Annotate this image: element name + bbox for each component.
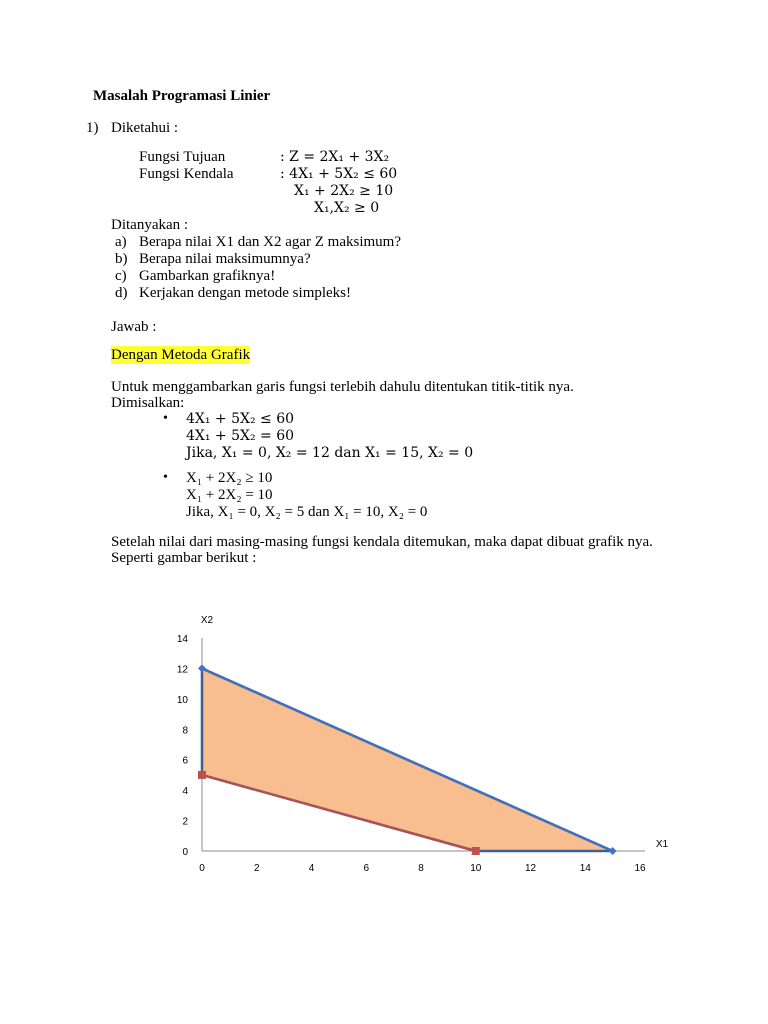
data-point-series-1	[609, 847, 617, 855]
x-tick-label: 12	[524, 863, 537, 874]
y-tick-label: 0	[182, 847, 188, 858]
y-tick-label: 4	[182, 786, 188, 798]
objective-equation: : Z = 2X₁ + 3X₂	[280, 149, 390, 165]
y-tick-label: 10	[176, 694, 188, 706]
data-point-series-2	[472, 847, 480, 855]
y-axis-label: X2	[200, 615, 214, 626]
answer-label: Jawab :	[111, 319, 157, 335]
asked-marker-b: b)	[115, 251, 128, 267]
after-line-1: Setelah nilai dari masing-masing fungsi kendala ditemukan, maka dapat dibuat grafik nya.	[111, 534, 653, 550]
asked-marker-d: d)	[115, 285, 128, 301]
feasible-region-chart	[0, 600, 768, 900]
intro-line-1: Untuk menggambarkan garis fungsi terlebih dahulu ditentukan titik-titik nya.	[111, 379, 574, 395]
asked-item-c: Gambarkan grafiknya!	[139, 268, 276, 284]
bullet1-line-2: 4X₁ + 5X₂ = 60	[186, 428, 295, 444]
bullet2-line-2: X₁ + 2X₂ = 10	[186, 487, 273, 503]
y-tick-label: 2	[182, 816, 188, 828]
after-line-2: Seperti gambar berikut :	[111, 550, 257, 566]
x-tick-label: 16	[634, 863, 646, 874]
page-title: Masalah Programasi Linier	[93, 88, 271, 104]
bullet2-line-1: X₁ + 2X₂ ≥ 10	[186, 470, 273, 486]
x-tick-label: 6	[363, 863, 370, 874]
constraint-2: X₁ + 2X₂ ≥ 10	[294, 183, 394, 199]
objective-label: Fungsi Tujuan	[139, 149, 226, 165]
bullet-icon: •	[163, 411, 168, 426]
x-tick-label: 14	[579, 863, 591, 874]
method-heading: Dengan Metoda Grafik	[111, 347, 251, 363]
given-label: Diketahui :	[111, 120, 179, 136]
y-tick-label: 6	[182, 755, 188, 767]
x-tick-label: 4	[308, 863, 315, 874]
asked-item-d: Kerjakan dengan metode simpleks!	[139, 285, 352, 301]
y-tick-label: 8	[182, 725, 188, 737]
intro-line-2: Dimisalkan:	[111, 395, 185, 411]
x-tick-label: 8	[418, 863, 424, 874]
bullet-icon: •	[163, 470, 168, 485]
constraint-3: X₁,X₂ ≥ 0	[314, 200, 380, 216]
x-tick-label: 0	[199, 863, 205, 874]
x-tick-label: 2	[253, 863, 260, 874]
asked-item-b: Berapa nilai maksimumnya?	[139, 251, 311, 267]
constraint-label: Fungsi Kendala	[139, 166, 234, 182]
data-point-series-2	[198, 771, 206, 779]
asked-label: Ditanyakan :	[111, 217, 189, 233]
x-axis-label: X1	[655, 839, 669, 850]
asked-item-a: Berapa nilai X1 dan X2 agar Z maksimum?	[139, 234, 402, 250]
y-tick-label: 14	[176, 634, 188, 645]
bullet1-line-3: Jika, X₁ = 0, X₂ = 12 dan X₁ = 15, X₂ = 0	[186, 445, 474, 461]
asked-marker-c: c)	[115, 268, 127, 284]
constraint-1: : 4X₁ + 5X₂ ≤ 60	[280, 166, 398, 182]
bullet2-line-3: Jika, X₁ = 0, X₂ = 5 dan X₁ = 10, X₂ = 0	[186, 504, 428, 520]
y-tick-label: 12	[176, 664, 188, 676]
question-number: 1)	[86, 120, 99, 136]
asked-marker-a: a)	[115, 234, 127, 250]
x-tick-label: 10	[470, 863, 482, 874]
bullet1-line-1: 4X₁ + 5X₂ ≤ 60	[186, 411, 295, 427]
